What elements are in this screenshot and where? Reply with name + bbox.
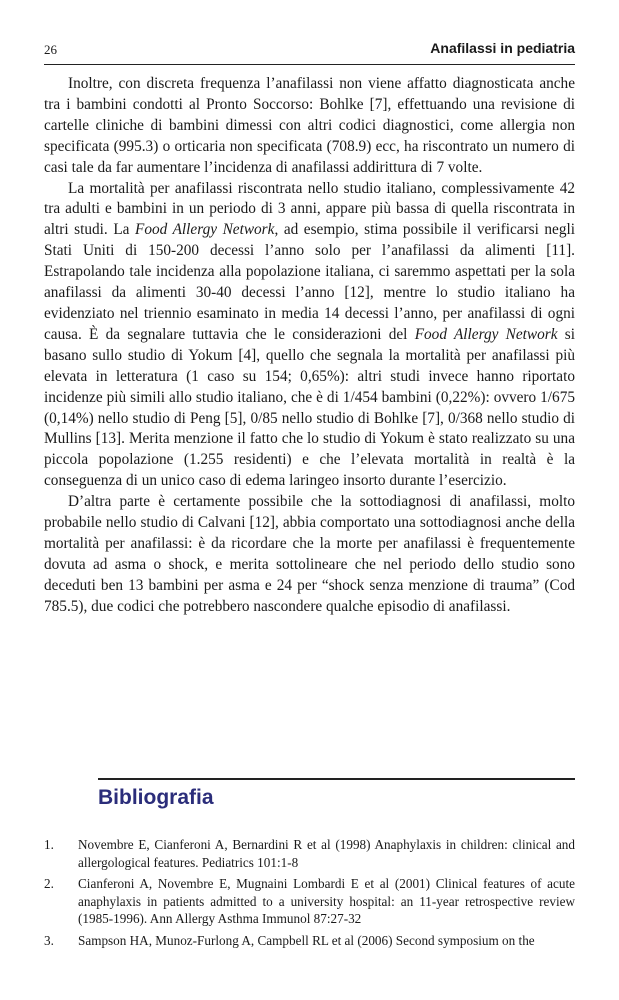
running-title: Anafilassi in pediatria [430,40,575,56]
reference-item [44,875,575,928]
page-header [44,40,575,65]
page-number: 26 [44,42,57,57]
paragraph-2 [44,179,575,493]
body-text [44,74,575,618]
reference-list [44,836,575,954]
reference-text: Sampson HA, Munoz-Furlong A, Campbell RL et al (2006) Second symposium on the [78,932,535,948]
reference-number: 2. [44,876,54,892]
reference-number: 3. [44,932,54,948]
paragraph-2-italic-2: Food Allergy Network [414,325,558,343]
reference-text: Novembre E, Cianferoni A, Bernardini R et al (1998) Anaphylaxis in children: clinical and allergological features. Pediatrics 101:1-8 [78,837,575,870]
reference-item [44,932,575,950]
paragraph-1: Inoltre, con discreta frequenza l’anafilassi non viene affatto diagnosticata anche tra i bambini condotti al Pronto Soccorso: Bohlke [7], effettuando una revisione di cartelle cliniche di bambini dimessi con altri codici diagnostici, come allergia non specificata (995.3) o orticaria non specificata (708.9) ecc, ha riscontrato un numero di casi tale da far aumentare l’incidenza di anafilassi addirittura di 7 volte. [44,75,575,176]
paragraph-2-part-c: si basano sullo studio di Yokum [4], quello che segnala la mortalità per anafilassi più elevata in letteratura (1 caso su 154; 0,65%): altri studi invece hanno riportato incidenze più simili allo studio italiano, che è di 1/454 bambini (0,22%): ovvero 1/675 (0,14%) nello studio di Peng [5], 0/85 nello studio di Bohlke [7], 0/368 nello studio di Mullins [13]. Merita menzione il fatto che lo studio di Yokum è stato realizzato su una piccola popolazione (1.255 residenti) e che l’elevata mortalità in realtà è la conseguenza di un unico caso di edema laringeo insorto durante l’esercizio. [44,325,575,490]
bibliography-title: Bibliografia [98,786,214,809]
section-divider [98,778,575,780]
paragraph-2-part-a: La mortalità per anafilassi riscontrata nello studio italiano, complessivamente 42 tra adulti e bambini in un periodo di 3 anni, appare più bassa di quella riscontrata in altri studi. La [44,179,575,239]
reference-number: 1. [44,837,54,852]
paragraph-3: D’altra parte è certamente possibile che la sottodiagnosi di anafilassi, molto probabile nello studio di Calvani [12], abbia comportato una sottodiagnosi anche della mortalità per anafilassi: è da ricordare che la morte per anafilassi è frequentemente dovuta ad asma o shock, e merita sottolineare che nel periodo dello studio sono deceduti ben 13 bambini per asma e 24 per “shock senza menzione di trauma” (Cod 785.5), due codici che potrebbero nascondere qualche episodio di anafilassi. [44,493,575,615]
paragraph-2-italic-1: Food Allergy Network [135,221,275,239]
reference-item [44,836,575,871]
reference-text: Cianferoni A, Novembre E, Mugnaini Lombardi E et al (2001) Clinical features of acute anaphylaxis in patients admitted to a university hospital: an 11-year retrospective review (1985-1996). Ann Allergy Asthma Immunol 87:27-32 [78,876,575,927]
paragraph-2-part-b: , ad esempio, stima possibile il verificarsi negli Stati Uniti di 150-200 decessi l’anno solo per l’anafilassi da alimenti [11]. Estrapolando tale incidenza alla popolazione italiana, ci saremmo aspettati per la sola anafilassi da alimenti 30-40 decessi l’anno [12], mentre lo studio italiano ha evidenziato nel triennio esaminato in media 14 decessi l’anno, per anafilassi di ogni causa. È da segnalare tuttavia che le considerazioni del [44,221,575,343]
